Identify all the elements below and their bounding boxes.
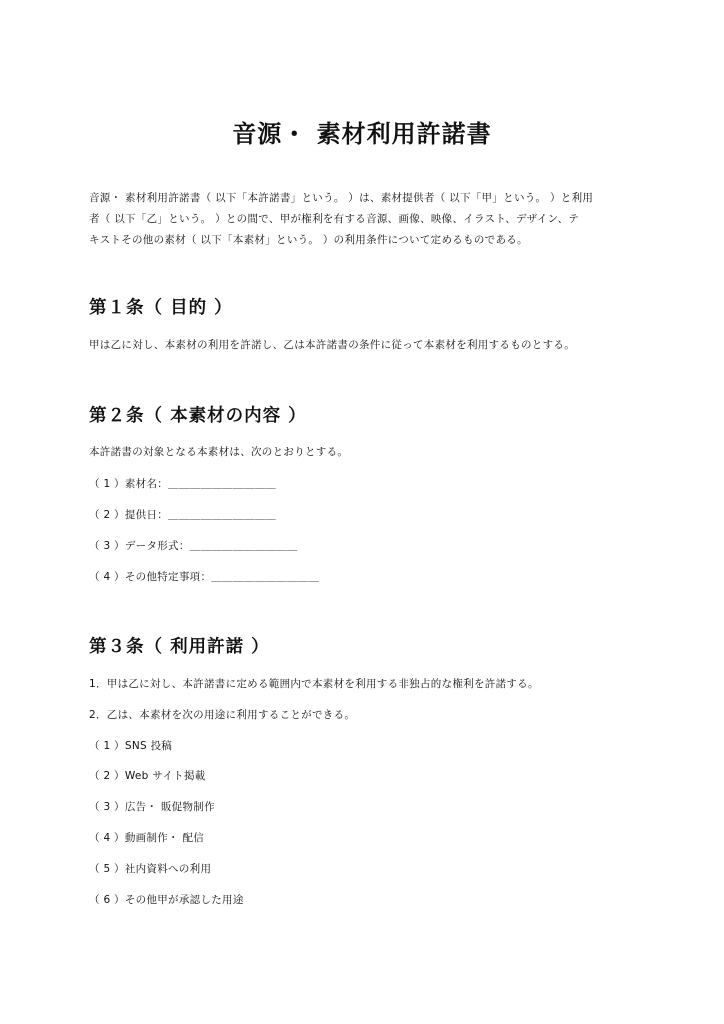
article-2-item: （ 4 ）その他特定事項：＿＿＿＿＿＿＿＿＿＿ — [89, 571, 320, 583]
article-3-item: （ 4 ）動画制作・ 配信 — [89, 832, 205, 844]
intro-line: 音源・ 素材利用許諾書（ 以下「本許諾書」という。 ）は、素材提供者（ 以下「甲」という。 ）と利用 — [89, 192, 594, 204]
article-2-item: （ 3 ）データ形式：＿＿＿＿＿＿＿＿＿＿ — [89, 540, 298, 552]
article-3-item: （ 2 ）Web サイト掲載 — [89, 770, 206, 782]
article-3-para-2: 2．乙は、本素材を次の用途に利用することができる。 — [89, 709, 356, 721]
intro-paragraph — [89, 188, 637, 251]
article-3-item: （ 6 ）その他甲が承認した用途 — [89, 894, 244, 906]
article-3-item: （ 5 ）社内資料への利用 — [89, 863, 212, 875]
article-3-heading: 第３条（ 利用許諾 ） — [89, 637, 270, 657]
article-3-para-1: 1．甲は乙に対し、本許諾書に定める範囲内で本素材を利用する非独占的な権利を許諾する。 — [89, 678, 539, 690]
intro-line: 者（ 以下「乙」という。 ）との間で、甲が権利を有する音源、画像、映像、イラスト、デザイン、テ — [89, 213, 580, 225]
document-title: 音源・ 素材利用許諾書 — [232, 120, 492, 148]
article-2-item: （ 1 ）素材名：＿＿＿＿＿＿＿＿＿＿ — [89, 478, 277, 490]
article-2-lead: 本許諾書の対象となる本素材は、次のとおりとする。 — [89, 446, 349, 458]
intro-line: キストその他の素材（ 以下「本素材」という。 ）の利用条件について定めるものである。 — [89, 234, 528, 246]
article-2-heading: 第２条（ 本素材の内容 ） — [89, 406, 307, 426]
article-2-item: （ 2 ）提供日：＿＿＿＿＿＿＿＿＿＿ — [89, 509, 277, 521]
article-3-item: （ 1 ）SNS 投稿 — [89, 740, 173, 752]
article-3-item: （ 3 ）広告・ 販促物制作 — [89, 801, 215, 813]
article-1-heading: 第１条（ 目的 ） — [89, 298, 233, 318]
article-1-text: 甲は乙に対し、本素材の利用を許諾し、乙は本許諾書の条件に従って本素材を利用するものとする。 — [89, 339, 575, 351]
